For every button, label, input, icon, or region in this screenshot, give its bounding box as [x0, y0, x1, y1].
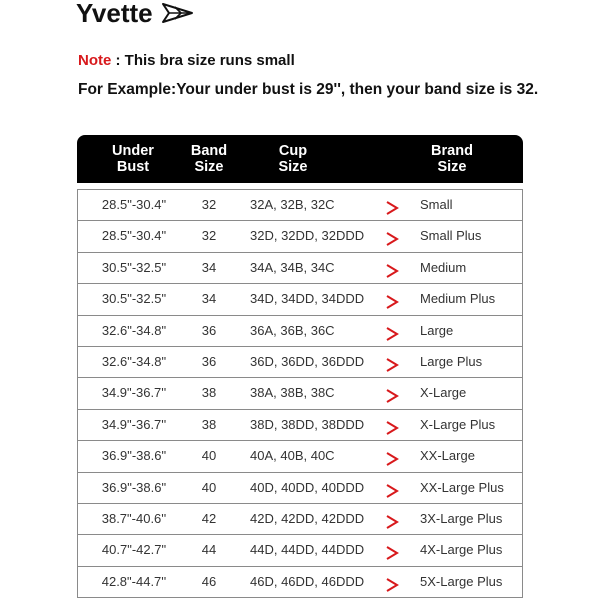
cup-size-cell: 34D, 34DD, 34DDD	[250, 291, 365, 307]
table-row	[78, 567, 522, 598]
header-cup-size: Cup Size	[278, 143, 308, 175]
band-size-cell: 36	[201, 353, 217, 369]
cup-size-cell: 46D, 46DD, 46DDD	[250, 573, 365, 589]
cup-size-cell: 36D, 36DD, 36DDD	[250, 353, 365, 369]
band-size-cell: 44	[201, 542, 217, 558]
size-table	[77, 135, 523, 598]
cup-size-cell: 40A, 40B, 40C	[250, 448, 335, 464]
chevron-right-icon	[384, 542, 400, 558]
table-row	[78, 221, 522, 252]
brand-size-cell: 4X-Large Plus	[420, 542, 503, 558]
table-header	[77, 135, 523, 183]
band-size-cell: 32	[201, 228, 217, 244]
band-size-cell: 36	[201, 322, 217, 338]
band-size-cell: 42	[201, 510, 217, 526]
header-under-bust: Under Bust	[112, 143, 154, 175]
under-bust-cell: 36.9"-38.6"	[101, 479, 167, 495]
band-size-cell: 46	[201, 573, 217, 589]
brand-name: Yvette	[76, 0, 153, 28]
chevron-right-icon	[384, 354, 400, 370]
brand-size-cell: Large	[420, 322, 454, 338]
chevron-right-icon	[384, 448, 400, 464]
brand-size-cell: 3X-Large Plus	[420, 510, 503, 526]
under-bust-cell: 30.5"-32.5"	[101, 259, 167, 275]
cup-size-cell: 34A, 34B, 34C	[250, 259, 335, 275]
cup-size-cell: 44D, 44DD, 44DDD	[250, 542, 365, 558]
brand-size-cell: Medium Plus	[420, 291, 496, 307]
cup-size-cell: 32D, 32DD, 32DDD	[250, 228, 365, 244]
under-bust-cell: 32.6"-34.8"	[101, 322, 167, 338]
under-bust-cell: 40.7"-42.7"	[101, 542, 167, 558]
brand-size-cell: Small	[420, 197, 453, 212]
brand-size-cell: Medium	[420, 259, 467, 275]
band-size-cell: 38	[201, 385, 217, 401]
brand-size-cell: Large Plus	[420, 353, 483, 369]
table-body	[77, 189, 523, 598]
note-text: : This bra size runs small	[111, 52, 295, 69]
under-bust-cell: 30.5"-32.5"	[101, 291, 167, 307]
brand-size-cell: 5X-Large Plus	[420, 573, 503, 589]
under-bust-cell: 34.9"-36.7''	[101, 416, 167, 432]
brand-size-cell: X-Large Plus	[420, 416, 496, 432]
chevron-right-icon	[384, 417, 400, 433]
band-size-cell: 40	[201, 479, 217, 495]
cup-size-cell: 32A, 32B, 32C	[250, 197, 335, 212]
size-note	[78, 52, 295, 69]
chevron-right-icon	[384, 511, 400, 527]
brand-header	[76, 0, 195, 32]
chevron-right-icon	[384, 291, 400, 307]
table-row	[78, 441, 522, 472]
table-row	[78, 378, 522, 409]
chevron-right-icon	[384, 385, 400, 401]
chevron-right-icon	[384, 323, 400, 339]
table-row	[78, 189, 522, 221]
header-band-size: Band Size	[190, 143, 228, 175]
band-size-cell: 32	[201, 197, 217, 212]
cup-size-cell: 36A, 36B, 36C	[250, 322, 335, 338]
brand-size-cell: Small Plus	[420, 228, 482, 244]
under-bust-cell: 32.6"-34.8"	[101, 353, 167, 369]
band-size-cell: 40	[201, 448, 217, 464]
band-size-cell: 34	[201, 291, 217, 307]
size-example: For Example:Your under bust is 29'', then your band size is 32.	[78, 81, 539, 98]
chevron-right-icon	[384, 480, 400, 496]
table-row	[78, 535, 522, 566]
under-bust-cell: 38.7"-40.6''	[101, 510, 167, 526]
chevron-right-icon	[384, 228, 400, 244]
cup-size-cell: 42D, 42DD, 42DDD	[250, 510, 365, 526]
under-bust-cell: 28.5"-30.4"	[101, 228, 167, 244]
brand-size-cell: XX-Large Plus	[420, 479, 504, 495]
table-row	[78, 347, 522, 378]
cup-size-cell: 38D, 38DD, 38DDD	[250, 416, 365, 432]
table-row	[78, 473, 522, 504]
band-size-cell: 34	[201, 259, 217, 275]
under-bust-cell: 42.8"-44.7''	[101, 573, 167, 589]
chevron-right-icon	[384, 260, 400, 276]
under-bust-cell: 34.9"-36.7''	[101, 385, 167, 401]
table-row	[78, 284, 522, 315]
header-brand-size: Brand Size	[431, 143, 473, 175]
under-bust-cell: 36.9"-38.6"	[101, 448, 167, 464]
note-label: Note	[78, 52, 112, 69]
brand-size-cell: XX-Large	[420, 448, 475, 464]
chevron-right-icon	[384, 197, 400, 213]
brand-size-cell: X-Large	[420, 385, 467, 401]
table-row	[78, 504, 522, 535]
table-row	[78, 316, 522, 347]
paper-plane-icon	[161, 1, 195, 25]
band-size-cell: 38	[201, 416, 217, 432]
cup-size-cell: 38A, 38B, 38C	[250, 385, 335, 401]
table-row	[78, 410, 522, 441]
table-row	[78, 253, 522, 284]
chevron-right-icon	[384, 574, 400, 590]
cup-size-cell: 40D, 40DD, 40DDD	[250, 479, 365, 495]
under-bust-cell: 28.5"-30.4"	[101, 197, 167, 212]
